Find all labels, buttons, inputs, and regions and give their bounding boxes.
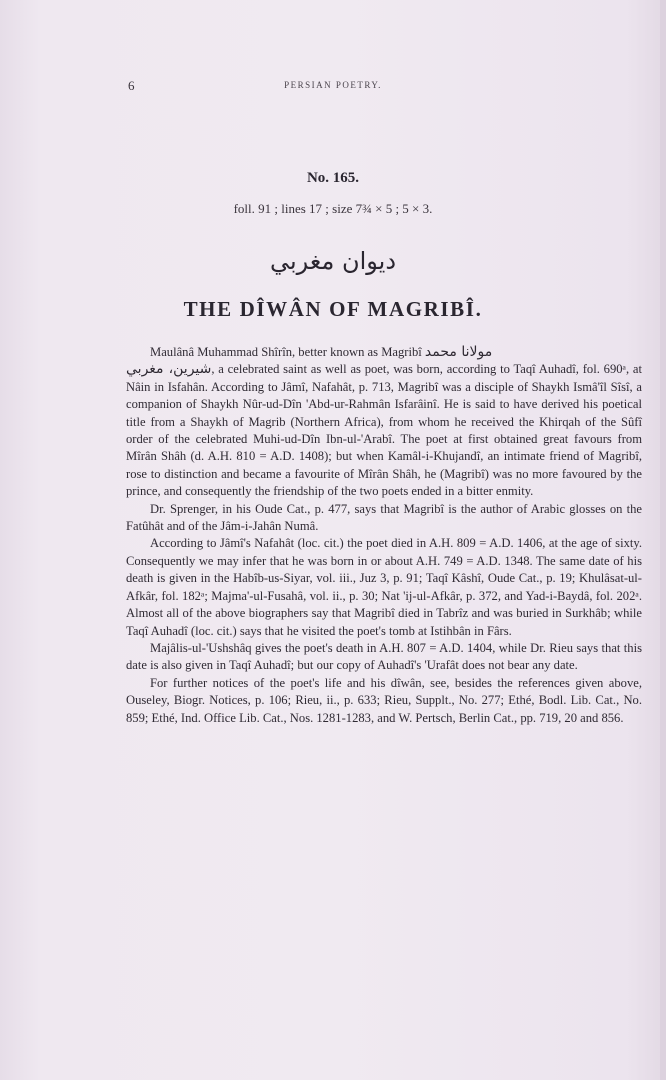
arabic-name: مولانا محمد [424, 344, 493, 360]
paragraph: Dr. Sprenger, in his Oude Cat., p. 477, says that Magribî is the author of Arabic glosses on the Fatûhât and of the Jâm-i-Jahân Numâ. [126, 501, 642, 534]
paragraph-lead: Maulânâ Muhammad Shîrîn, better known as Magribî [150, 345, 422, 359]
paragraph: According to Jâmî's Nafahât (loc. cit.) the poet died in A.H. 809 = A.D. 1406, at the age of sixty. Consequently we may infer that he was born in or about A.H. 749 = A.D. 1348. The same date of his death is given in the Habîb-us-Siyar, vol. iii., Juz 3, p. 91; Taqî Kâshî, Oude Cat., p. 19; Khulâsat-ul-Afkâr, fol. 182ᵃ; Majma'-ul-Fusahâ, vol. ii., p. 30; Nat 'ij-ul-Afkâr, p. 372, and Yad-i-Baydâ, fol. 202ᵃ. Almost all of the above biographers say that Magribî died in Tabrîz and was buried in Surkhâb; while Taqî Auhadî (loc. cit.) says that he visited the poet's tomb at Istihbân in Fârs. [126, 536, 642, 638]
body-text [126, 344, 642, 727]
paragraph-rest: , a celebrated saint as well as poet, was born, according to Taqî Auhadî, fol. 690ᵃ, at Nâin in Isfahân. According to Jâmî, Nafahât, p. 713, Magribî was a disciple of Shaykh Ismâ'îl Sîsî, a companion of Shaykh Nûr-ud-Dîn 'Abd-ur-Rahmân Isfarâinî. He is said to have derived his poetical title from a Shaykh of Magrib (Northern Africa), from whom he received the Khirqah of the Sûfî order of the celebrated Muhi-ud-Dîn Ibn-ul-'Arabî. The poet at first obtained great favours from Mîrân Shâh (d. A.H. 810 = A.D. 1408); but when Kamâl-i-Khujandî, an intimate friend of Magribî, rose to distinction and became a favourite of Mîrân Shâh, he (Magribî) was no more favoured by the prince, and consequently the friendship of the two poets ended in a bitter enmity. [126, 362, 642, 499]
page-number: 6 [128, 78, 135, 93]
manuscript-meta: foll. 91 ; lines 17 ; size 7¾ × 5 ; 5 × 3. [233, 201, 433, 216]
page-edge [660, 0, 666, 1080]
page-title: THE DÎWÂN OF MAGRIBÎ. [183, 297, 483, 321]
running-title: PERSIAN POETRY. [284, 80, 382, 90]
paragraph: For further notices of the poet's life and his dîwân, see, besides the references given above, Ouseley, Biogr. Notices, p. 106; Rieu, ii., p. 633; Rieu, Supplt., No. 277; Ethé, Bodl. Lib. Cat., No. 859; Ethé, Ind. Office Lib. Cat., Nos. 1281-1283, and W. Pertsch, Berlin Cat., pp. 719, 20 and 856. [126, 675, 642, 725]
arabic-title: ديوان مغربي [269, 247, 397, 275]
paragraph: Majâlis-ul-'Ushshâq gives the poet's death in A.H. 807 = A.D. 1404, while Dr. Rieu says that this date is also given in Taqî Auhadî; but our copy of Auhadî's 'Urafât does not bear any date. [126, 640, 642, 673]
paragraph [126, 344, 642, 501]
arabic-name-cont: شيرين، مغربي [126, 361, 212, 378]
entry-number: No. 165. [306, 170, 360, 186]
running-head [0, 78, 666, 96]
